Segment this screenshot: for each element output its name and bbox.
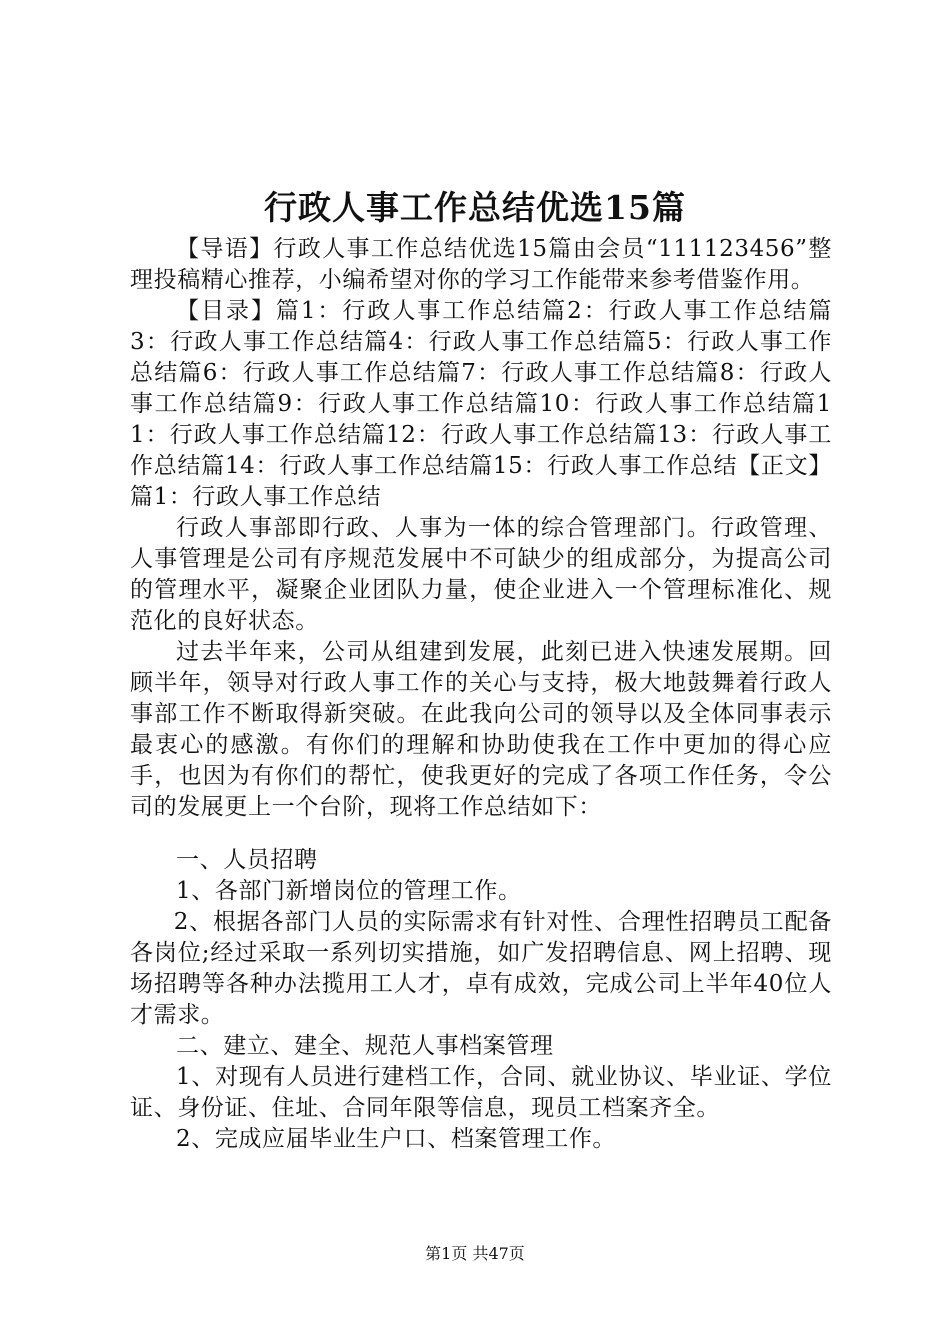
list-item: 1、各部门新增岗位的管理工作。 <box>176 878 522 904</box>
section-heading: 二、建立、建全、规范人事档案管理 <box>176 1033 554 1059</box>
page-footer: 第1页 共47页 <box>425 1244 525 1263</box>
list-item: 2、完成应届毕业生户口、档案管理工作。 <box>176 1126 617 1152</box>
intro-paragraph: 【导语】行政人事工作总结优选15篇由会员“111123456”整理投稿精心推荐，小编希望对你的学习工作能带来参考借鉴作用。 <box>130 236 832 293</box>
body-paragraph: 行政人事部即行政、人事为一体的综合管理部门。行政管理、人事管理是公司有序规范发展中不可缺少的组成部分，为提高公司的管理水平，凝聚企业团队力量，使企业进入一个管理标准化、规范化的良好状态。 <box>130 515 832 634</box>
body-paragraph: 过去半年来，公司从组建到发展，此刻已进入快速发展期。回顾半年，领导对行政人事工作的关心与支持，极大地鼓舞着行政人事部工作不断取得新突破。在此我向公司的领导以及全体同事表示最衷心的感激。有你们的理解和协助使我在工作中更加的得心应手，也因为有你们的帮忙，使我更好的完成了各项工作任务，令公司的发展更上一个台阶，现将工作总结如下： <box>130 639 832 820</box>
document-body <box>130 234 832 1155</box>
list-item: 1、对现有人员进行建档工作，合同、就业协议、毕业证、学位证、身份证、住址、合同年限等信息，现员工档案齐全。 <box>130 1064 832 1121</box>
section-heading: 一、人员招聘 <box>176 847 318 873</box>
list-item: 2、根据各部门人员的实际需求有针对性、合理性招聘员工配备各岗位;经过采取一系列切实措施，如广发招聘信息、网上招聘、现场招聘等各种办法揽用工人才，卓有成效，完成公司上半年40位人才需求。 <box>130 909 832 1028</box>
toc-paragraph: 【目录】篇1：行政人事工作总结篇2：行政人事工作总结篇3：行政人事工作总结篇4：行政人事工作总结篇5：行政人事工作总结篇6：行政人事工作总结篇7：行政人事工作总结篇8：行政人事工作总结篇9：行政人事工作总结篇10：行政人事工作总结篇11：行政人事工作总结篇12：行政人事工作总结篇13：行政人事工作总结篇14：行政人事工作总结篇15：行政人事工作总结【正文】篇1：行政人事工作总结 <box>130 298 832 510</box>
document-title: 行政人事工作总结优选15篇 <box>264 188 686 227</box>
